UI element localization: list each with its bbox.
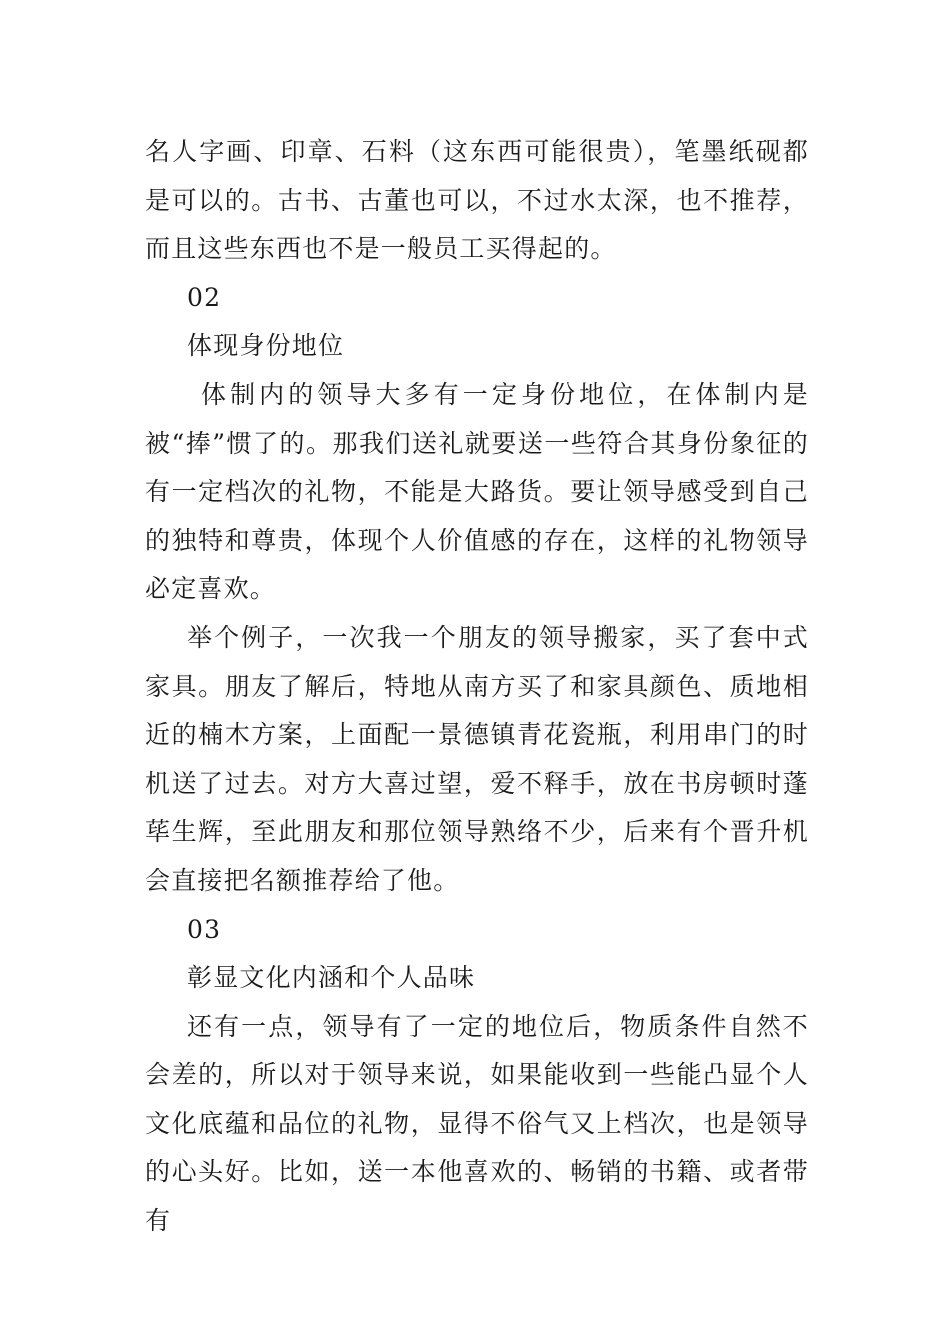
paragraph-gift-examples: 名人字画、印章、石料（这东西可能很贵），笔墨纸砚都是可以的。古书、古董也可以，不过水太深，也不推荐，而且这些东西也不是一般员工买得起的。: [145, 137, 809, 264]
paragraph-example-story: 举个例子，一次我一个朋友的领导搬家，买了套中式家具。朋友了解后，特地从南方买了和家具颜色、质地相近的楠木方案，上面配一景德镇青花瓷瓶，利用串门的时机送了过去。对方大喜过望，爱不释手，放在书房顿时蓬荜生辉，至此朋友和那位领导熟络不少，后来有个晋升机会直接把名额推荐给了他。: [145, 622, 809, 895]
paragraph-status: 体制内的领导大多有一定身份地位，在体制内是被“捧”惯了的。那我们送礼就要送一些符合其身份象征的有一定档次的礼物，不能是大路货。要让领导感受到自己的独特和尊贵，体现个人价值感的存在，这样的礼物领导必定喜欢。: [145, 379, 809, 604]
document-body: [145, 128, 809, 1246]
section-title-culture: 彰显文化内涵和个人品味: [187, 963, 476, 993]
section-number-03: 03: [187, 914, 222, 944]
section-number-02: 02: [187, 282, 222, 312]
section-title-status: 体现身份地位: [187, 331, 345, 361]
paragraph-culture: 还有一点，领导有了一定的地位后，物质条件自然不会差的，所以对于领导来说，如果能收到一些能凸显个人文化底蕴和品位的礼物，显得不俗气又上档次，也是领导的心头好。比如，送一本他喜欢的、畅销的书籍、或者带有: [145, 1011, 809, 1236]
